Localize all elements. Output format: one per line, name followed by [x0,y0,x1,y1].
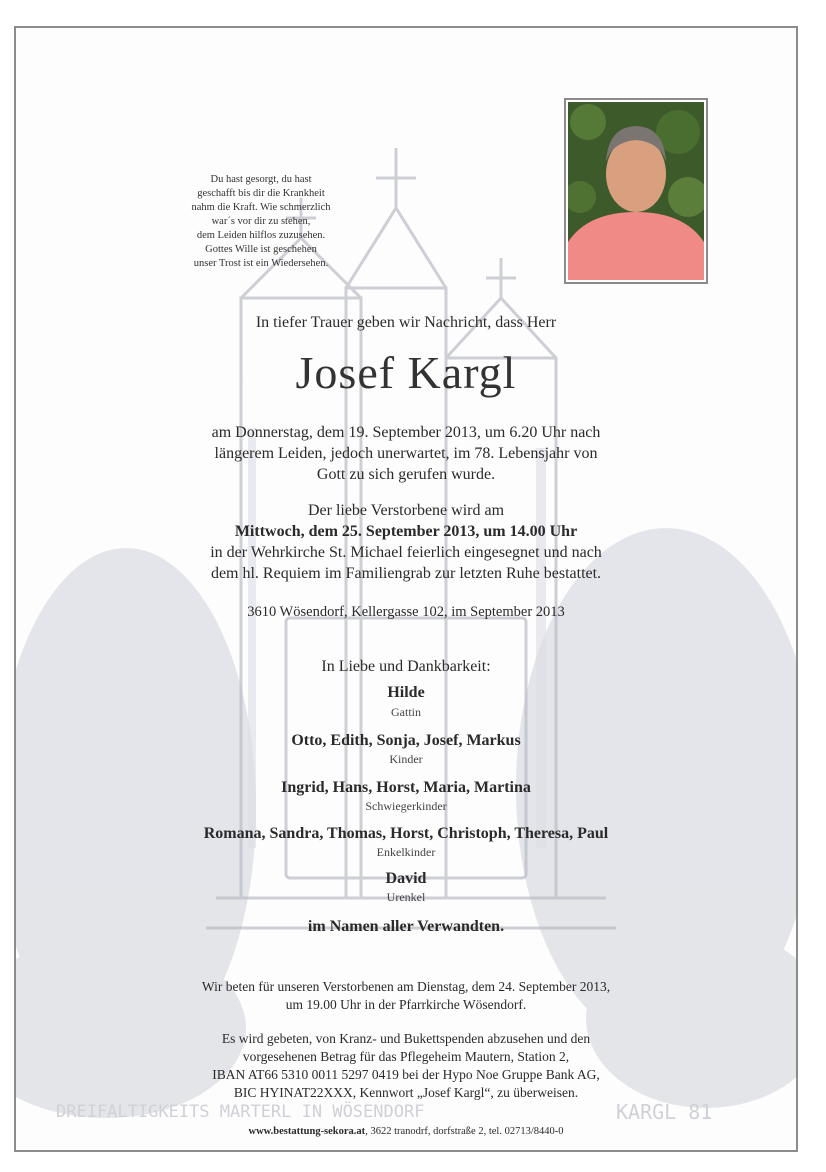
prayer-line: um 19.00 Uhr in der Pfarrkirche Wösendorf. [285,997,527,1012]
family-role: Schwiegerkinder [365,799,447,813]
family-names: Otto, Edith, Sonja, Josef, Markus [291,732,521,749]
portrait-photo [564,98,708,284]
verse-line: nahm die Kraft. Wie schmerzlich [191,202,331,213]
parte-frame [14,26,798,1152]
undertaker-footer [16,1126,796,1137]
funeral-notice [16,500,796,584]
family-role: Gattin [391,705,421,719]
relatives-line: im Namen aller Verwandten. [307,918,505,935]
thanks-heading: In Liebe und Dankbarkeit: [321,658,491,675]
donation-line: IBAN AT66 5310 0011 5297 0419 bei der Hypo Noe Gruppe Bank AG, [212,1067,600,1082]
death-line: längerem Leiden, jedoch unerwartet, im 78. Lebensjahr von [214,445,598,462]
prayer-notice [16,978,796,1014]
verse-line: unser Trost ist ein Wiedersehen. [193,258,329,269]
donation-line: vorgesehenen Betrag für das Pflegeheim Mautern, Station 2, [242,1049,570,1064]
family-names: David [385,870,427,887]
funeral-line: dem hl. Requiem im Familiengrab zur letzten Ruhe bestattet. [210,565,602,582]
verse-line: geschafft bis dir die Krankheit [197,188,325,199]
family-names: Romana, Sandra, Thomas, Horst, Christoph, Theresa, Paul [203,825,609,842]
death-line: Gott zu sich gerufen wurde. [316,466,496,483]
verse-line: dem Leiden hilflos zuzusehen. [196,230,326,241]
death-notice [16,422,796,485]
funeral-line: Der liebe Verstorbene wird am [307,502,505,519]
painting-caption: DREIFALTIGKEITS MARTERL IN WÖSENDORF [56,1102,425,1122]
family-role: Kinder [389,752,423,766]
donation-line: Es wird gebeten, von Kranz- und Bukettspenden abzusehen und den [221,1031,591,1046]
verse-line: Du hast gesorgt, du hast [210,174,312,185]
verse-line: Gottes Wille ist geschehen [205,244,317,255]
death-line: am Donnerstag, dem 19. September 2013, um 6.20 Uhr nach [211,424,601,441]
donation-notice [16,1030,796,1102]
undertaker-address: , 3622 tranodrf, dorfstraße 2, tel. 02713/8440-0 [365,1126,564,1137]
funeral-line: in der Wehrkirche St. Michael feierlich eingesegnet und nach [210,544,602,561]
family-names: Hilde [387,684,425,701]
family-role: Enkelkinder [376,845,436,859]
prayer-line: Wir beten für unseren Verstorbenen am Dienstag, dem 24. September 2013, [201,979,611,994]
family-role: Urenkel [386,890,426,904]
portrait-image [568,102,704,280]
donation-line: BIC HYINAT22XXX, Kennwort „Josef Kargl“, zu überweisen. [233,1085,579,1100]
undertaker-link[interactable]: www.bestattung-sekora.at [248,1126,366,1137]
deceased-name: Josef Kargl [295,347,517,398]
place-date: 3610 Wösendorf, Kellergasse 102, im September 2013 [247,604,565,620]
intro-text: In tiefer Trauer geben wir Nachricht, dass Herr [255,314,557,331]
family-names: Ingrid, Hans, Horst, Maria, Martina [281,779,531,796]
painting-signature: KARGL 81 [616,1100,713,1124]
verse-line: war´s vor dir zu stehen, [211,216,311,227]
memorial-verse [176,173,346,271]
funeral-date: Mittwoch, dem 25. September 2013, um 14.00 Uhr [234,523,578,540]
